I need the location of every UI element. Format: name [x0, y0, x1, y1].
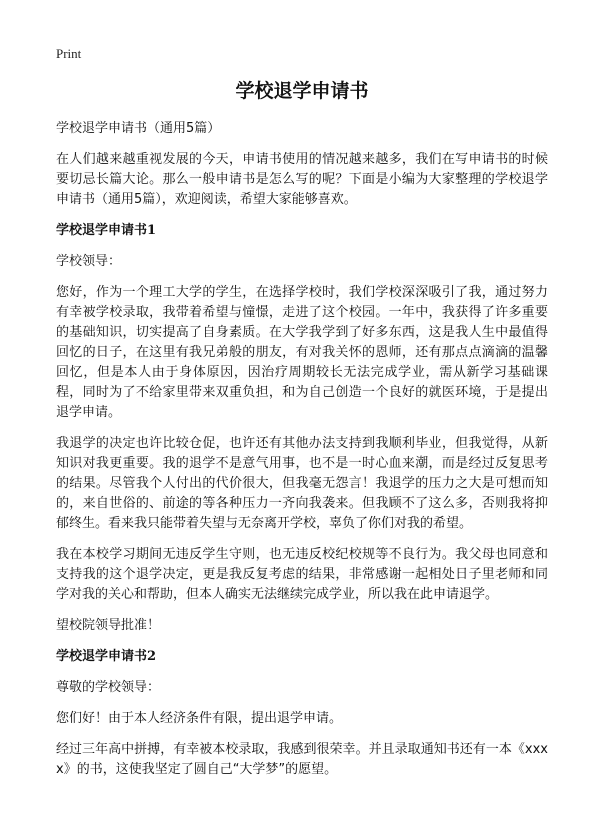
section2-paragraph-2: 经过三年高中拼搏，有幸被本校录取，我感到很荣幸。并且录取通知书还有一本《xxxx》的书，这使我坚定了圆自己“大学梦”的愿望。: [56, 742, 548, 777]
print-link[interactable]: Print: [56, 46, 82, 61]
section-heading-2: 学校退学申请书2: [56, 649, 157, 664]
section2-paragraph-1: 您们好！由于本人经济条件有限，提出退学申请。: [56, 711, 343, 726]
section1-paragraph-2: 我退学的决定也许比较仓促，也许还有其他办法支持到我顺利毕业，但我觉得，从新知识对我更重要。我的退学不是意气用事，也不是一时心血来潮，而是经过反复思考的结果。尽管我个人付出的代价很大，但我毫无怨言！我退学的压力之大是可想而知的，来自世俗的、前途的等各种压力一齐向我袭来。但我顾不了这么多，否则我将抑郁终生。看来我只能带着失望与无奈离开学校，辜负了你们对我的希望。: [56, 436, 548, 531]
document-subtitle: 学校退学申请书（通用5篇）: [56, 121, 221, 136]
intro-paragraph: 在人们越来越重视发展的今天，申请书使用的情况越来越多，我们在写申请书的时候要切忌长篇大论。那么一般申请书是怎么写的呢？下面是小编为大家整理的学校退学申请书（通用5篇），欢迎阅读，希望大家能够喜欢。: [56, 152, 548, 207]
section-heading-1: 学校退学申请书1: [56, 223, 157, 238]
salutation-2: 尊敬的学校领导：: [56, 680, 161, 695]
section1-paragraph-3: 我在本校学习期间无违反学生守则，也无违反校纪校规等不良行为。我父母也同意和支持我的这个退学决定，更是我反复考虑的结果，非常感谢一起相处日子里老师和同学对我的关心和帮助，但本人确实无法继续完成学业，所以我在此申请退学。: [56, 547, 548, 602]
salutation-1: 学校领导：: [56, 254, 122, 269]
section1-paragraph-1: 您好，作为一个理工大学的学生，在选择学校时，我们学校深深吸引了我，通过努力有幸被学校录取，我带着希望与憧憬，走进了这个校园。一年中，我获得了许多重要的基础知识，切实提高了自身素质。在大学我学到了好多东西，这是我人生中最值得回忆的日子，在这里有我兄弟般的朋友，有对我关怀的恩师，还有那点点滴滴的温馨回忆，但是本人由于身体原因，因治疗周期较长无法完成学业，需从新学习基础课程，同时为了不给家里带来双重负担，和为自己创造一个良好的就医环境，于是提出退学申请。: [56, 285, 548, 420]
document-title: 学校退学申请书: [235, 80, 369, 102]
section1-closing: 望校院领导批准！: [56, 618, 161, 633]
